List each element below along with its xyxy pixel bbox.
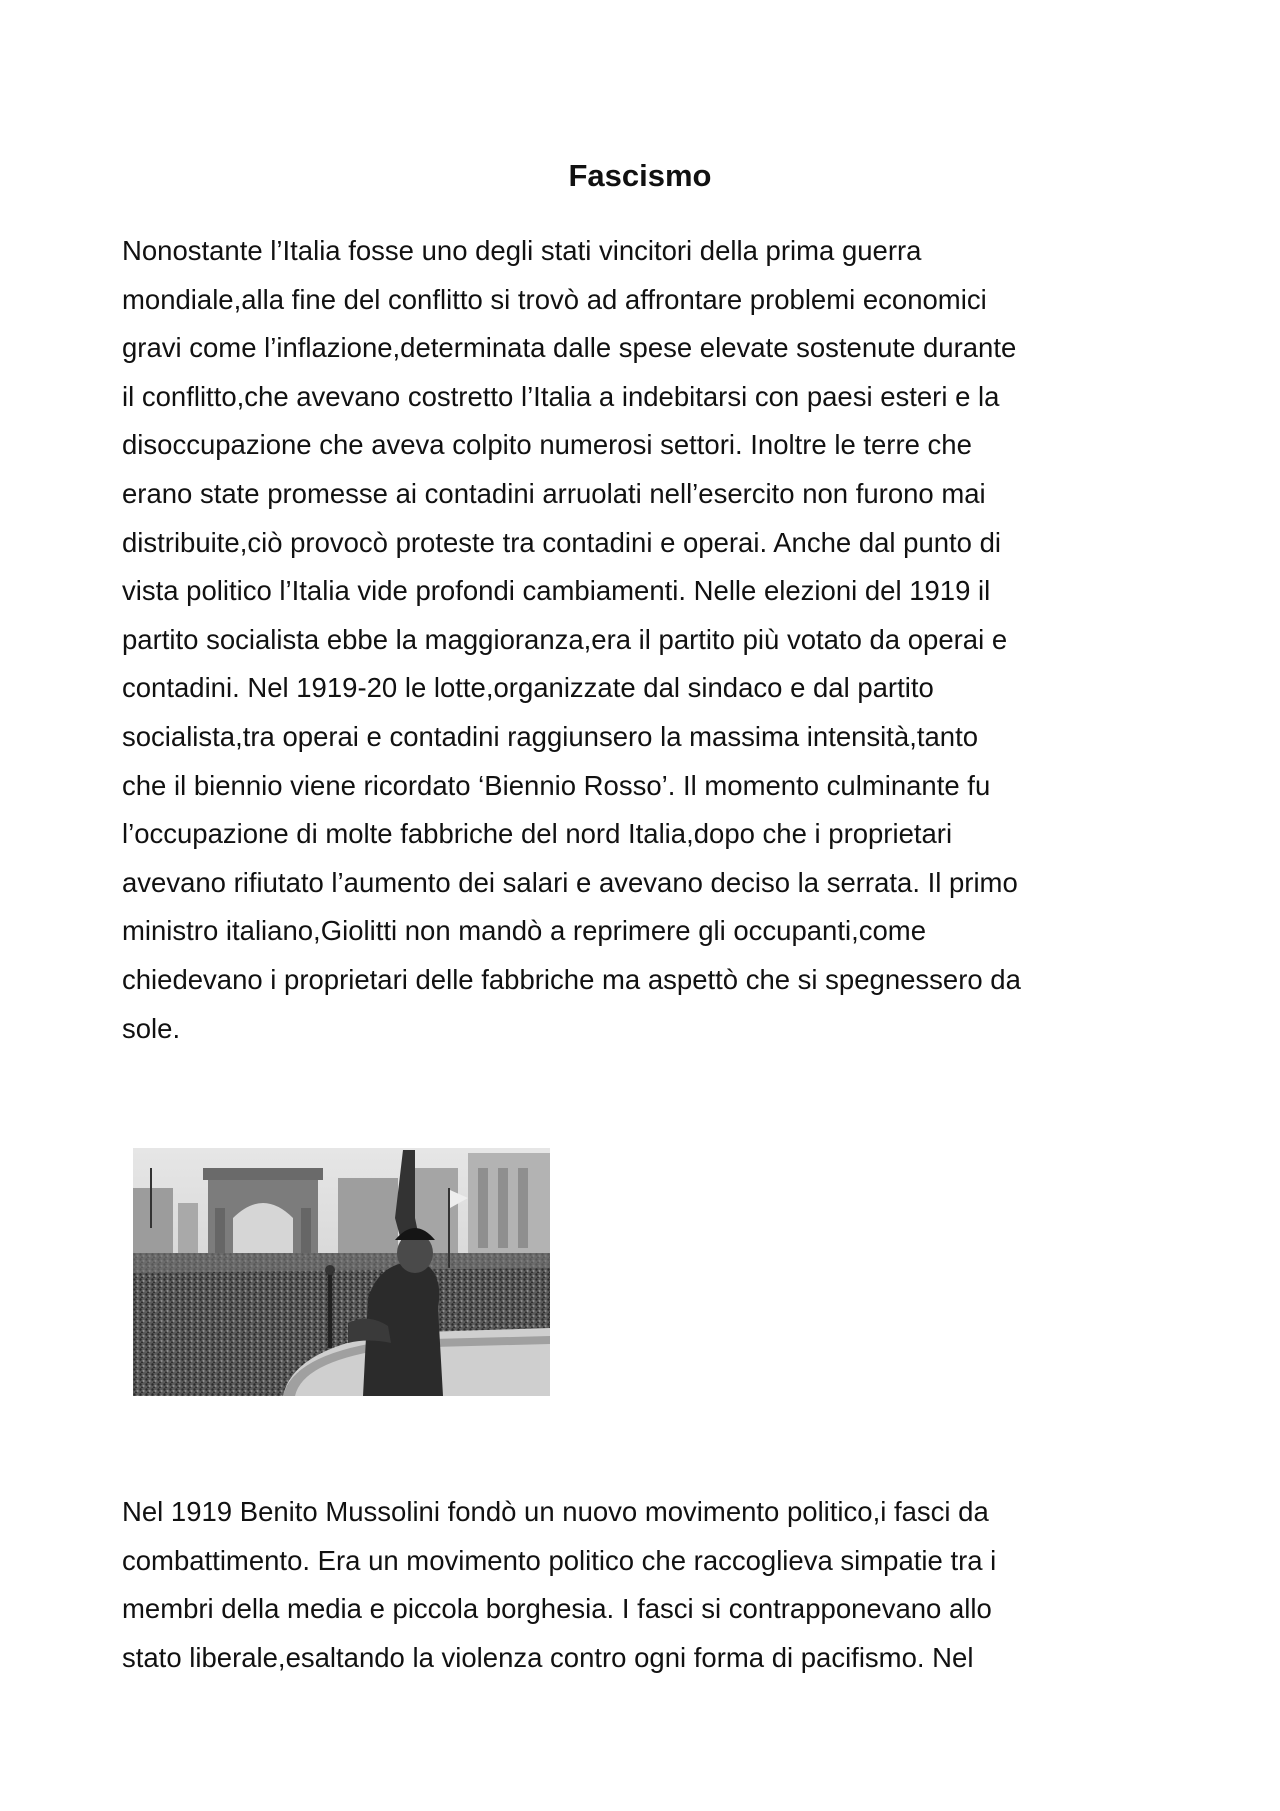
- text-line: mondiale,alla fine del conflitto si trovò ad affrontare problemi economici: [122, 283, 987, 315]
- photo-illustration: [133, 1148, 550, 1396]
- text-line: socialista,tra operai e contadini raggiunsero la massima intensità,tanto: [122, 720, 979, 752]
- text-line: disoccupazione che aveva colpito numerosi settori. Inoltre le terre che: [122, 429, 972, 461]
- text-line: membri della media e piccola borghesia. I fasci si contrapponevano allo: [122, 1593, 992, 1625]
- paragraph-fasci: [122, 1488, 1170, 1682]
- text-line: Nel 1919 Benito Mussolini fondò un nuovo movimento politico,i fasci da: [122, 1496, 989, 1527]
- text-line: partito socialista ebbe la maggioranza,era il partito più votato da operai e: [122, 623, 1008, 655]
- text-line: avevano rifiutato l’aumento dei salari e avevano deciso la serrata. Il primo: [122, 866, 1018, 898]
- text-line: stato liberale,esaltando la violenza contro ogni forma di pacifismo. Nel: [122, 1641, 974, 1673]
- text-line: combattimento. Era un movimento politico che raccoglieva simpatie tra i: [122, 1544, 997, 1576]
- text-line: ministro italiano,Giolitti non mandò a reprimere gli occupanti,come: [122, 915, 926, 947]
- text-line: Nonostante l’Italia fosse uno degli stati vincitori della prima guerra: [122, 235, 922, 266]
- text-line: contadini. Nel 1919-20 le lotte,organizzate dal sindaco e dal partito: [122, 672, 934, 704]
- page-title: Fascismo: [568, 158, 712, 193]
- text-line: il conflitto,che avevano costretto l’Italia a indebitarsi con paesi esteri e la: [122, 380, 1000, 412]
- text-line: chiedevano i proprietari delle fabbriche ma aspettò che si spegnessero da: [122, 963, 1021, 995]
- historical-photo: [133, 1148, 550, 1396]
- text-line: che il biennio viene ricordato ‘Biennio Rosso’. Il momento culminante fu: [122, 769, 991, 801]
- text-line: distribuite,ciò provocò proteste tra contadini e operai. Anche dal punto di: [122, 526, 1002, 558]
- paragraph-intro: [122, 227, 1170, 1053]
- text-line: vista politico l’Italia vide profondi cambiamenti. Nelle elezioni del 1919 il: [122, 575, 991, 607]
- text-line: erano state promesse ai contadini arruolati nell’esercito non furono mai: [122, 477, 986, 509]
- text-line: sole.: [122, 1012, 181, 1044]
- text-line: gravi come l’inflazione,determinata dalle spese elevate sostenute durante: [122, 332, 1017, 364]
- text-line: l’occupazione di molte fabbriche del nord Italia,dopo che i proprietari: [122, 818, 953, 850]
